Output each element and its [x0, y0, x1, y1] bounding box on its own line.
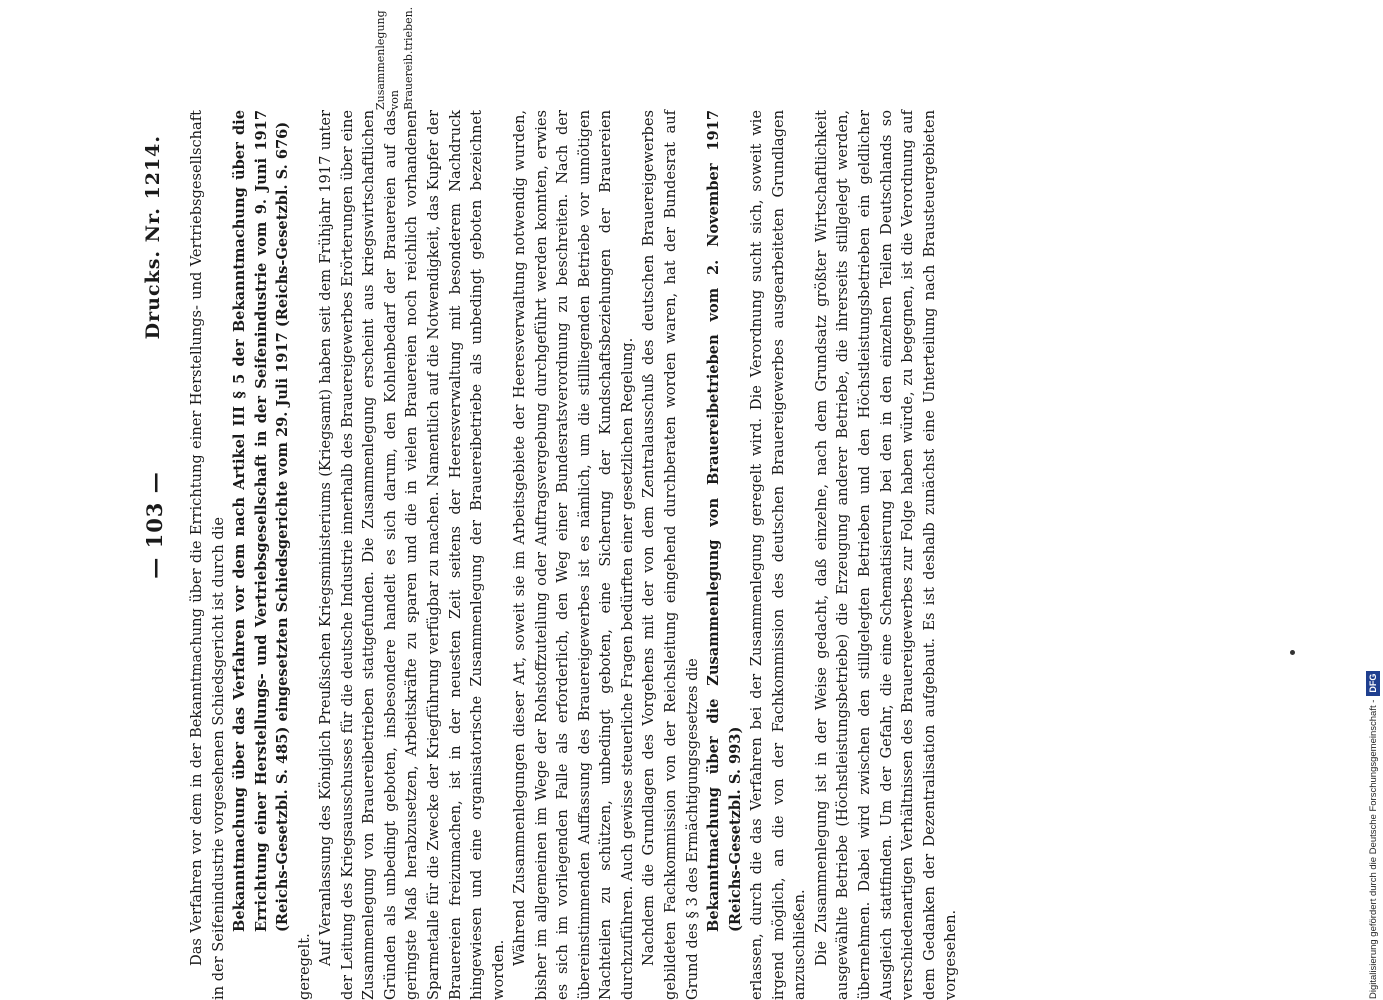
- paragraph-veranlassung: Auf Veranlassung des Königlich Preußischen Kriegsministeriums (Kriegsamt) haben seit dem Frühjahr 1917 unter der Leitung des Kriegsausschusses für die deutsche Industrie innerhalb des Brauereigewerbes Erörterungen über eine Zusammenlegung von Brauereibetrieben stattgefunden. Die Zusammenlegung erscheint aus kriegswirtschaftlichen Gründen als unbedingt geboten, insbesondere handelt es sich darum, den Kohlenbedarf der Brauereien auf das geringste Maß herabzusetzen, Arbeitskräfte zu sparen und die in vielen Brauereien noch reichlich vorhandenen Sparmetalle für die Zwecke der Kriegführung verfügbar zu machen. Namentlich auf die Notwendigkeit, das Kupfer der Brauereien freizumachen, ist in der neuesten Zeit seitens der Heeresverwaltung mit besonderem Nachdruck hingewiesen und eine organisatorische Zusammenlegung der Brauereibetriebe als unbedingt geboten bezeichnet worden.: [317, 110, 507, 1000]
- page-number: — 103 —: [142, 471, 167, 579]
- paragraph-seifen-intro: Das Verfahren vor dem in der Bekanntmachung über die Errichtung einer Herstellungs- und Vertriebsgesellschaft in der Seifenindustrie vorgesehenen Schiedsgericht ist durch die: [188, 110, 227, 1000]
- paragraph-nachdem: Nachdem die Grundlagen des Vorgehens mit der von dem Zentralausschuß des deutschen Brauereigewerbes gebildeten Fachkommission von der Reichsleitung eingehend durchberaten worden waren, hat der Bundesrat auf Grund des § 3 des Ermächtigungsgesetzes die: [640, 110, 701, 1000]
- credit-text-wrapper: [1366, 4, 1381, 999]
- paragraph-bekanntmachung-brauerei: Bekanntmachung über die Zusammenlegung von Brauereibetrieben vom 2. November 1917 (Reichs-Gesetzbl. S. 993): [705, 110, 744, 932]
- paragraph-geregelt: geregelt.: [295, 933, 313, 1000]
- paragraph-waehrend: Während Zusammenlegungen dieser Art, soweit sie im Arbeitsgebiete der Heeresverwaltung notwendig wurden, bisher im allgemeinen im Wege der Rohstoffzuteilung oder Auftragsvergebung durchgeführt werden konnten, erwies es sich im vorliegenden Falle als erforderlich, den Weg einer Bundesratsverordnung zu beschreiten. Nach der übereinstimmenden Auffassung des Brauereigewerbes ist es nämlich, um die stillliegenden Betriebe vor unnötigen Nachteilen zu schützen, unbedingt geboten, eine Sicherung der Kundschaftsbeziehungen der Brauereien durchzuführen. Auch gewisse steuerliche Fragen bedürften einer gesetzlichen Regelung.: [511, 110, 636, 1000]
- dfg-logo: DFG: [1366, 671, 1380, 696]
- page-header: [138, 0, 178, 1000]
- paragraph-bekanntmachung-seifen: Bekanntmachung über das Verfahren vor dem nach Artikel III § 5 der Bekanntmachung über die Errichtung einer Herstellungs- und Vertriebsgesellschaft in der Seifenindustrie vom 9. Juni 1917 (Reichs-Gesetzbl. S. 485) eingesetzten Schiedsgerichte vom 29. Juli 1917 (Reichs-Gesetzbl. S. 676): [231, 110, 292, 932]
- body-text: [186, 110, 962, 1000]
- rotated-page: [138, 0, 1258, 1000]
- digitization-credit: [1366, 4, 1383, 999]
- paragraph-erlassen: erlassen, durch die das Verfahren bei der Zusammenlegung geregelt wird. Die Verordnung sucht sich, soweit wie irgend möglich, an die von der Fachkommission des deutschen Brauereigewerbes ausgearbeiteten Grundlagen anzuschließen.: [748, 110, 809, 1000]
- margin-note: Zusammenlegung von Brauereib.trieben.: [374, 6, 415, 110]
- credit-text: Digitalisierung gefördert durch die Deutsche Forschungsgemeinschaft -: [1368, 699, 1379, 999]
- ink-speck: [1290, 650, 1295, 655]
- paragraph-zusammenlegung: Die Zusammenlegung ist in der Weise gedacht, daß einzelne, nach dem Grundsatz größter Wirtschaftlichkeit ausgewählte Betriebe (Höchstleistungsbetriebe) die Erzeugung anderer Betriebe, die ihrerseits stillgelegt werden, übernehmen. Dabei wird zwischen den stillgelegten Betrieben und den Höchstleistungsbetrieben ein geldlicher Ausgleich stattfinden. Um der Gefahr, die eine Schematisierung bei den in den einzelnen Teilen Deutschlands so verschiedenartigen Verhältnissen des Brauereigewerbes zur Folge haben würde, zu begegnen, ist die Verordnung auf dem Gedanken der Dezentralisation aufgebaut. Es ist deshalb zunächst eine Unterteilung nach Brausteuergebieten vorgesehen.: [812, 110, 960, 1000]
- drucksache-number: Drucks. Nr. 1214.: [142, 135, 164, 340]
